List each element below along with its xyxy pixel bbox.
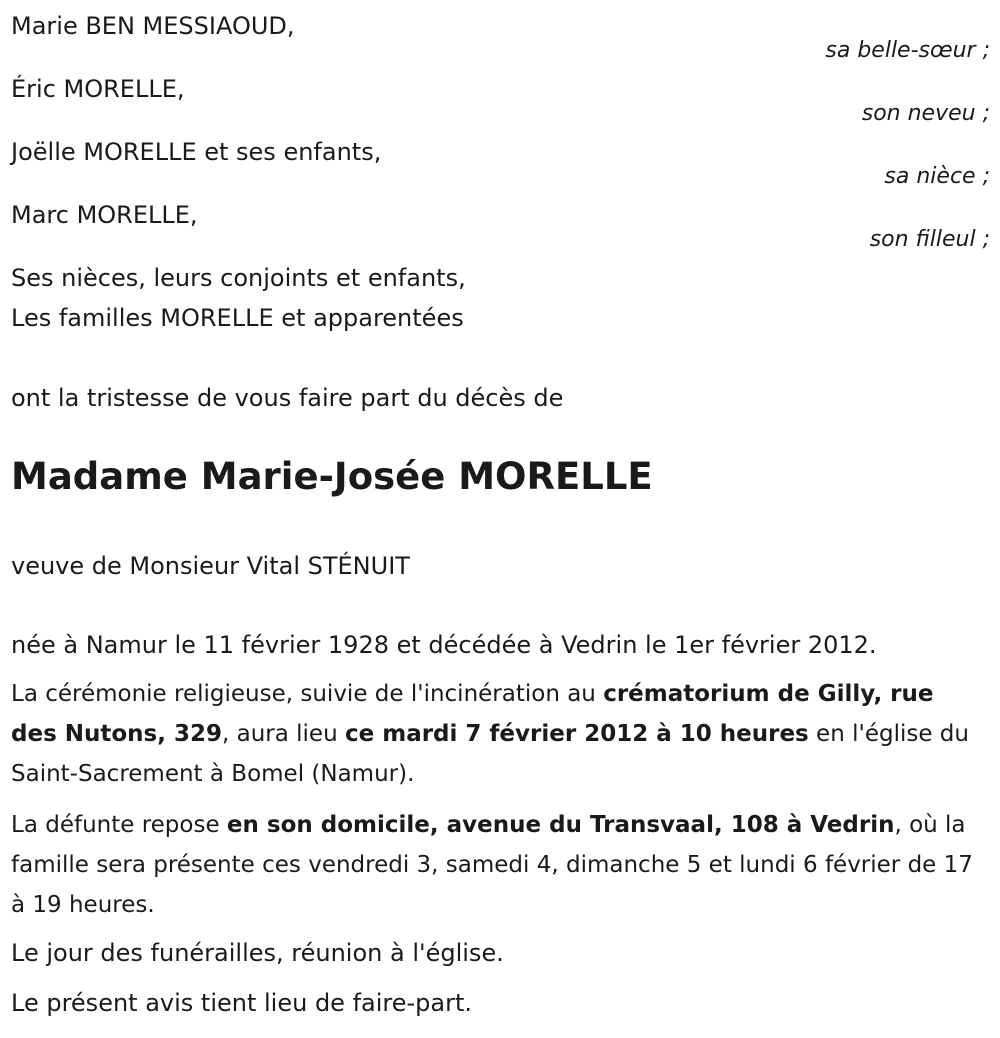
- family-name-2: Éric MORELLE,: [11, 75, 185, 103]
- birth-death-text: née à Namur le 11 février 1928 et décédée à Vedrin le 1er février 2012.: [11, 631, 877, 659]
- family-relation-2: son neveu ;: [861, 101, 990, 126]
- rest-text-2: , où la famille sera présente ces vendredi 3, samedi 4, dimanche 5 et lundi 6 février de 17 à 19 heures.: [11, 812, 973, 918]
- rest-paragraph: [11, 805, 986, 925]
- notice-text: Le présent avis tient lieu de faire-part.: [11, 989, 473, 1017]
- ceremony-text-1: La cérémonie religieuse, suivie de l'incinération au: [11, 681, 604, 707]
- ceremony-datetime: ce mardi 7 février 2012 à 10 heures: [344, 721, 809, 747]
- announcement-text: ont la tristesse de vous faire part du décès de: [11, 384, 564, 412]
- crematorium-address: crématorium de Gilly, rue des Nutons, 329: [11, 681, 934, 747]
- widow-of-text: veuve de Monsieur Vital STÉNUIT: [11, 552, 410, 580]
- family-relation-4: son filleul ;: [869, 227, 990, 252]
- family-relation-1: sa belle-sœur ;: [825, 38, 990, 63]
- deceased-name: Madame Marie-Josée MORELLE: [11, 455, 653, 498]
- family-name-1: Marie BEN MESSIAOUD,: [11, 12, 295, 40]
- other-relatives-1: Ses nièces, leurs conjoints et enfants,: [11, 264, 466, 292]
- ceremony-text-3: en l'église du Saint-Sacrement à Bomel (Namur).: [11, 721, 969, 787]
- ceremony-text-2: , aura lieu: [222, 721, 345, 747]
- other-relatives-2: Les familles MORELLE et apparentées: [11, 304, 464, 332]
- rest-text-1: La défunte repose: [11, 812, 227, 838]
- rest-address: en son domicile, avenue du Transvaal, 108 à Vedrin: [226, 812, 895, 838]
- family-name-4: Marc MORELLE,: [11, 201, 198, 229]
- family-name-3: Joëlle MORELLE et ses enfants,: [11, 138, 382, 166]
- family-relation-3: sa nièce ;: [884, 164, 990, 189]
- ceremony-paragraph: [11, 674, 986, 794]
- funeral-day-text: Le jour des funérailles, réunion à l'église.: [11, 939, 504, 967]
